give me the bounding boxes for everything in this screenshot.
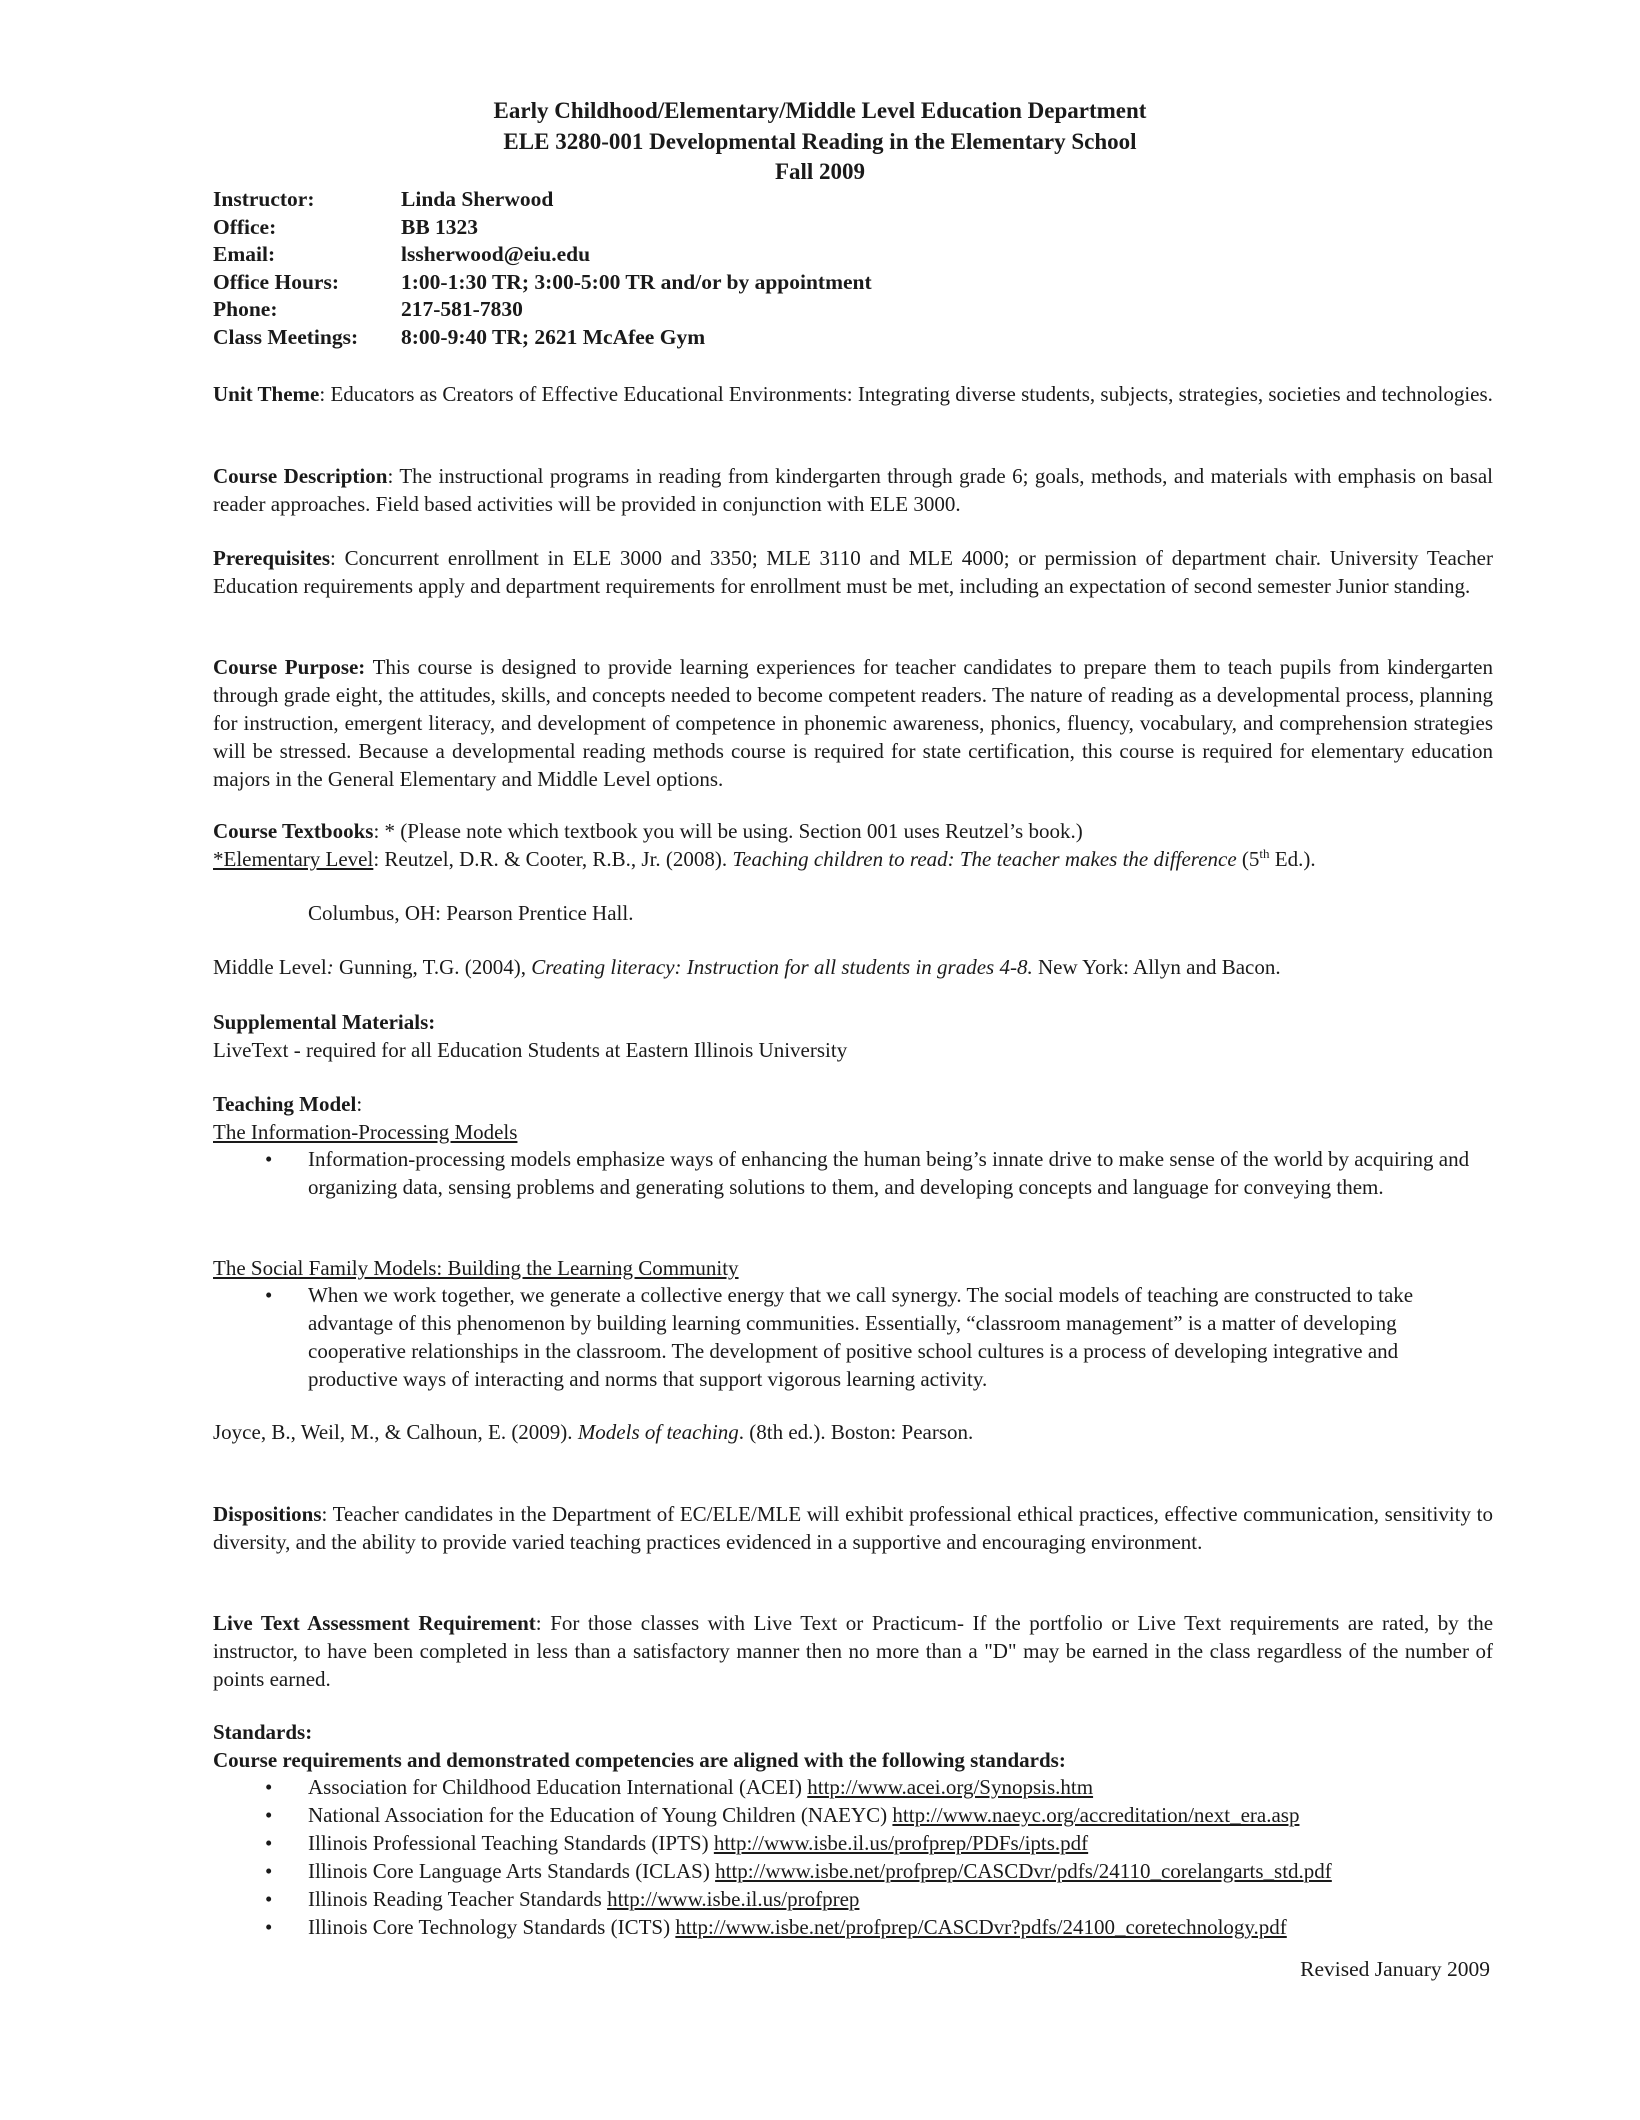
model2-bullets bbox=[213, 1281, 1493, 1393]
bullet-icon: • bbox=[265, 1775, 273, 1799]
info-label: Instructor: bbox=[213, 187, 315, 211]
info-row bbox=[213, 269, 872, 297]
middle-authors: Gunning, T.G. (2004), bbox=[333, 955, 532, 979]
middle-level-label: Middle Level bbox=[213, 955, 327, 979]
unit-theme-label: Unit Theme bbox=[213, 382, 320, 406]
course-purpose bbox=[213, 653, 1493, 793]
edition-superscript: th bbox=[1259, 846, 1270, 861]
bullet-icon: • bbox=[265, 1283, 273, 1307]
bullet-icon: • bbox=[265, 1803, 273, 1827]
term-title: Fall 2009 bbox=[774, 159, 866, 184]
standard-link[interactable]: http://www.isbe.net/profprep/CASCDvr?pdfs/24100_coretechnology.pdf bbox=[675, 1915, 1287, 1939]
standard-link[interactable]: http://www.isbe.net/profprep/CASCDvr/pdfs/24110_corelangarts_std.pdf bbox=[715, 1859, 1332, 1883]
supplemental-materials bbox=[213, 1008, 1493, 1064]
bullet-icon: • bbox=[265, 1147, 273, 1171]
bullet-icon: • bbox=[265, 1859, 273, 1883]
instructor-info bbox=[213, 186, 872, 351]
prerequisites bbox=[213, 544, 1493, 600]
citation-publisher: . (8th ed.). Boston: Pearson. bbox=[738, 1420, 974, 1444]
middle-publisher: New York: Allyn and Bacon. bbox=[1032, 955, 1281, 979]
course-description bbox=[213, 462, 1493, 518]
standard-name: Illinois Professional Teaching Standards (IPTS) bbox=[308, 1831, 714, 1855]
info-value: BB 1323 bbox=[401, 214, 479, 239]
standard-name: Association for Childhood Education International (ACEI) bbox=[308, 1775, 808, 1799]
list-item bbox=[213, 1857, 1493, 1885]
info-value: 8:00-9:40 TR; 2621 McAfee Gym bbox=[401, 324, 706, 349]
standard-link[interactable]: http://www.naeyc.org/accreditation/next_era.asp bbox=[892, 1803, 1300, 1827]
dispositions-text: : Teacher candidates in the Department of EC/ELE/MLE will exhibit professional ethical practices, effective communication, sensitivity to diversity, and the ability to provide varied teaching practices evidenced in a supportive and encouraging environment. bbox=[213, 1502, 1493, 1554]
course-textbooks bbox=[213, 817, 1493, 873]
standards-list bbox=[213, 1773, 1493, 1941]
elementary-publisher: Columbus, OH: Pearson Prentice Hall. bbox=[308, 901, 634, 925]
info-label: Class Meetings: bbox=[213, 324, 359, 349]
list-item bbox=[213, 1829, 1493, 1857]
list-item bbox=[213, 1145, 1493, 1201]
info-label: Office Hours: bbox=[213, 269, 339, 294]
model2-bullet-text: When we work together, we generate a collective energy that we call synergy. The social models of teaching are constructed to take advantage of this phenomenon by building learning communities. Essentially, “classroom management” is a matter of developing cooperative relationships in the classroom. The development of positive school cultures is a process of developing integrative and productive ways of interacting and norms that support vigorous learning activity. bbox=[308, 1283, 1414, 1391]
prerequisites-text: : Concurrent enrollment in ELE 3000 and 3350; MLE 3110 and MLE 4000; or permission of department chair. University Teacher Education requirements apply and department requirements for enrollment must be met, including an expectation of second semester Junior standing. bbox=[213, 546, 1493, 598]
list-item bbox=[213, 1885, 1493, 1913]
supplemental-label: Supplemental Materials: bbox=[213, 1010, 436, 1034]
teaching-model-citation bbox=[213, 1418, 1493, 1446]
model1-title: The Information-Processing Models bbox=[213, 1120, 518, 1144]
middle-level-textbook bbox=[213, 953, 1493, 981]
prerequisites-label: Prerequisites bbox=[213, 546, 331, 570]
info-value: 217-581-7830 bbox=[401, 297, 523, 321]
standard-name: National Association for the Education of Young Children (NAEYC) bbox=[308, 1803, 893, 1827]
list-item bbox=[213, 1281, 1493, 1393]
elementary-level-label: *Elementary Level bbox=[213, 847, 374, 871]
teaching-model bbox=[213, 1090, 1493, 1146]
department-title: Early Childhood/Elementary/Middle Level Education Department bbox=[493, 98, 1147, 123]
elementary-edition: (5 bbox=[1236, 847, 1260, 871]
standard-name: Illinois Reading Teacher Standards bbox=[308, 1887, 608, 1911]
revised-date: Revised January 2009 bbox=[1300, 1957, 1490, 1981]
course-purpose-label: Course Purpose: bbox=[213, 655, 366, 679]
bullet-icon: • bbox=[265, 1831, 273, 1855]
teaching-model-label: Teaching Model bbox=[213, 1092, 357, 1116]
list-item bbox=[213, 1801, 1493, 1829]
standards-intro: Course requirements and demonstrated competencies are aligned with the following standards: bbox=[213, 1748, 1066, 1772]
model2-title bbox=[213, 1254, 1493, 1282]
livetext-requirement bbox=[213, 1609, 1493, 1693]
elementary-edition-end: Ed.). bbox=[1269, 847, 1316, 871]
info-row bbox=[213, 296, 872, 324]
supplemental-text: LiveText - required for all Education Students at Eastern Illinois University bbox=[213, 1038, 848, 1062]
citation-title: Models of teaching bbox=[577, 1420, 739, 1444]
unit-theme-text: : Educators as Creators of Effective Educational Environments: Integrating diverse students, subjects, strategies, societies and technologies. bbox=[319, 382, 1493, 406]
info-row bbox=[213, 241, 872, 269]
textbooks-note: : * (Please note which textbook you will be using. Section 001 uses Reutzel’s book.) bbox=[373, 819, 1083, 843]
elementary-authors: : Reutzel, D.R. & Cooter, R.B., Jr. (2008). bbox=[373, 847, 733, 871]
course-purpose-text: This course is designed to provide learning experiences for teacher candidates to prepare them to teach pupils from kindergarten through grade eight, the attitudes, skills, and concepts needed to become competent readers. The nature of reading as a developmental process, planning for instruction, emergent literacy, and development of competence in phonemic awareness, phonics, fluency, vocabulary, and comprehension strategies will be stressed. Because a developmental reading methods course is required for state certification, this course is required for elementary education majors in the General Elementary and Middle Level options. bbox=[213, 655, 1493, 791]
elementary-book-title: Teaching children to read: The teacher makes the difference bbox=[732, 847, 1237, 871]
info-label: Phone: bbox=[213, 297, 278, 321]
standards-label: Standards: bbox=[213, 1720, 313, 1744]
info-value: 1:00-1:30 TR; 3:00-5:00 TR and/or by appointment bbox=[401, 269, 872, 294]
model1-bullets bbox=[213, 1145, 1493, 1201]
info-row bbox=[213, 214, 872, 242]
dispositions-label: Dispositions bbox=[213, 1502, 322, 1526]
model1-bullet-text: Information-processing models emphasize ways of enhancing the human being’s innate drive to make sense of the world by acquiring and organizing data, sensing problems and generating solutions to them, and developing concepts and language for conveying them. bbox=[308, 1147, 1470, 1199]
bullet-icon: • bbox=[265, 1887, 273, 1911]
list-item bbox=[213, 1773, 1493, 1801]
dispositions bbox=[213, 1500, 1493, 1556]
standard-name: Illinois Core Technology Standards (ICTS) bbox=[308, 1915, 676, 1939]
list-item bbox=[213, 1913, 1493, 1941]
teaching-model-colon: : bbox=[356, 1092, 363, 1116]
unit-theme bbox=[213, 380, 1493, 408]
textbooks-label: Course Textbooks bbox=[213, 819, 374, 843]
course-description-label: Course Description bbox=[213, 464, 388, 488]
standards bbox=[213, 1718, 1493, 1774]
livetext-text: : For those classes with Live Text or Practicum- If the portfolio or Live Text requirements are rated, by the instructor, to have been completed in less than a satisfactory manner then no more than a "D" may be earned in the class regardless of the number of points earned. bbox=[213, 1611, 1494, 1691]
info-value: lssherwood@eiu.edu bbox=[401, 242, 591, 266]
standard-link[interactable]: http://www.isbe.il.us/profprep/PDFs/ipts.pdf bbox=[713, 1831, 1089, 1855]
course-title: ELE 3280-001 Developmental Reading in the Elementary School bbox=[503, 129, 1137, 154]
info-value: Linda Sherwood bbox=[401, 187, 554, 211]
info-label: Email: bbox=[213, 242, 276, 266]
middle-book-title: Creating literacy: Instruction for all students in grades 4-8. bbox=[531, 955, 1033, 979]
info-row bbox=[213, 324, 872, 352]
standard-name: Illinois Core Language Arts Standards (ICLAS) bbox=[308, 1859, 716, 1883]
info-label: Office: bbox=[213, 214, 277, 239]
livetext-label: Live Text Assessment Requirement bbox=[213, 1611, 536, 1635]
middle-level-colon: : bbox=[326, 955, 334, 979]
info-row bbox=[213, 186, 872, 214]
course-description-text: : The instructional programs in reading from kindergarten through grade 6; goals, methods, and materials with emphasis on basal reader approaches. Field based activities will be provided in conjunction with ELE 3000. bbox=[213, 464, 1493, 516]
model2-title-text: The Social Family Models: Building the Learning Community bbox=[213, 1256, 739, 1280]
bullet-icon: • bbox=[265, 1915, 273, 1939]
standard-link[interactable]: http://www.isbe.il.us/profprep bbox=[607, 1887, 860, 1911]
standard-link[interactable]: http://www.acei.org/Synopsis.htm bbox=[807, 1775, 1094, 1799]
citation-authors: Joyce, B., Weil, M., & Calhoun, E. (2009). bbox=[213, 1420, 578, 1444]
